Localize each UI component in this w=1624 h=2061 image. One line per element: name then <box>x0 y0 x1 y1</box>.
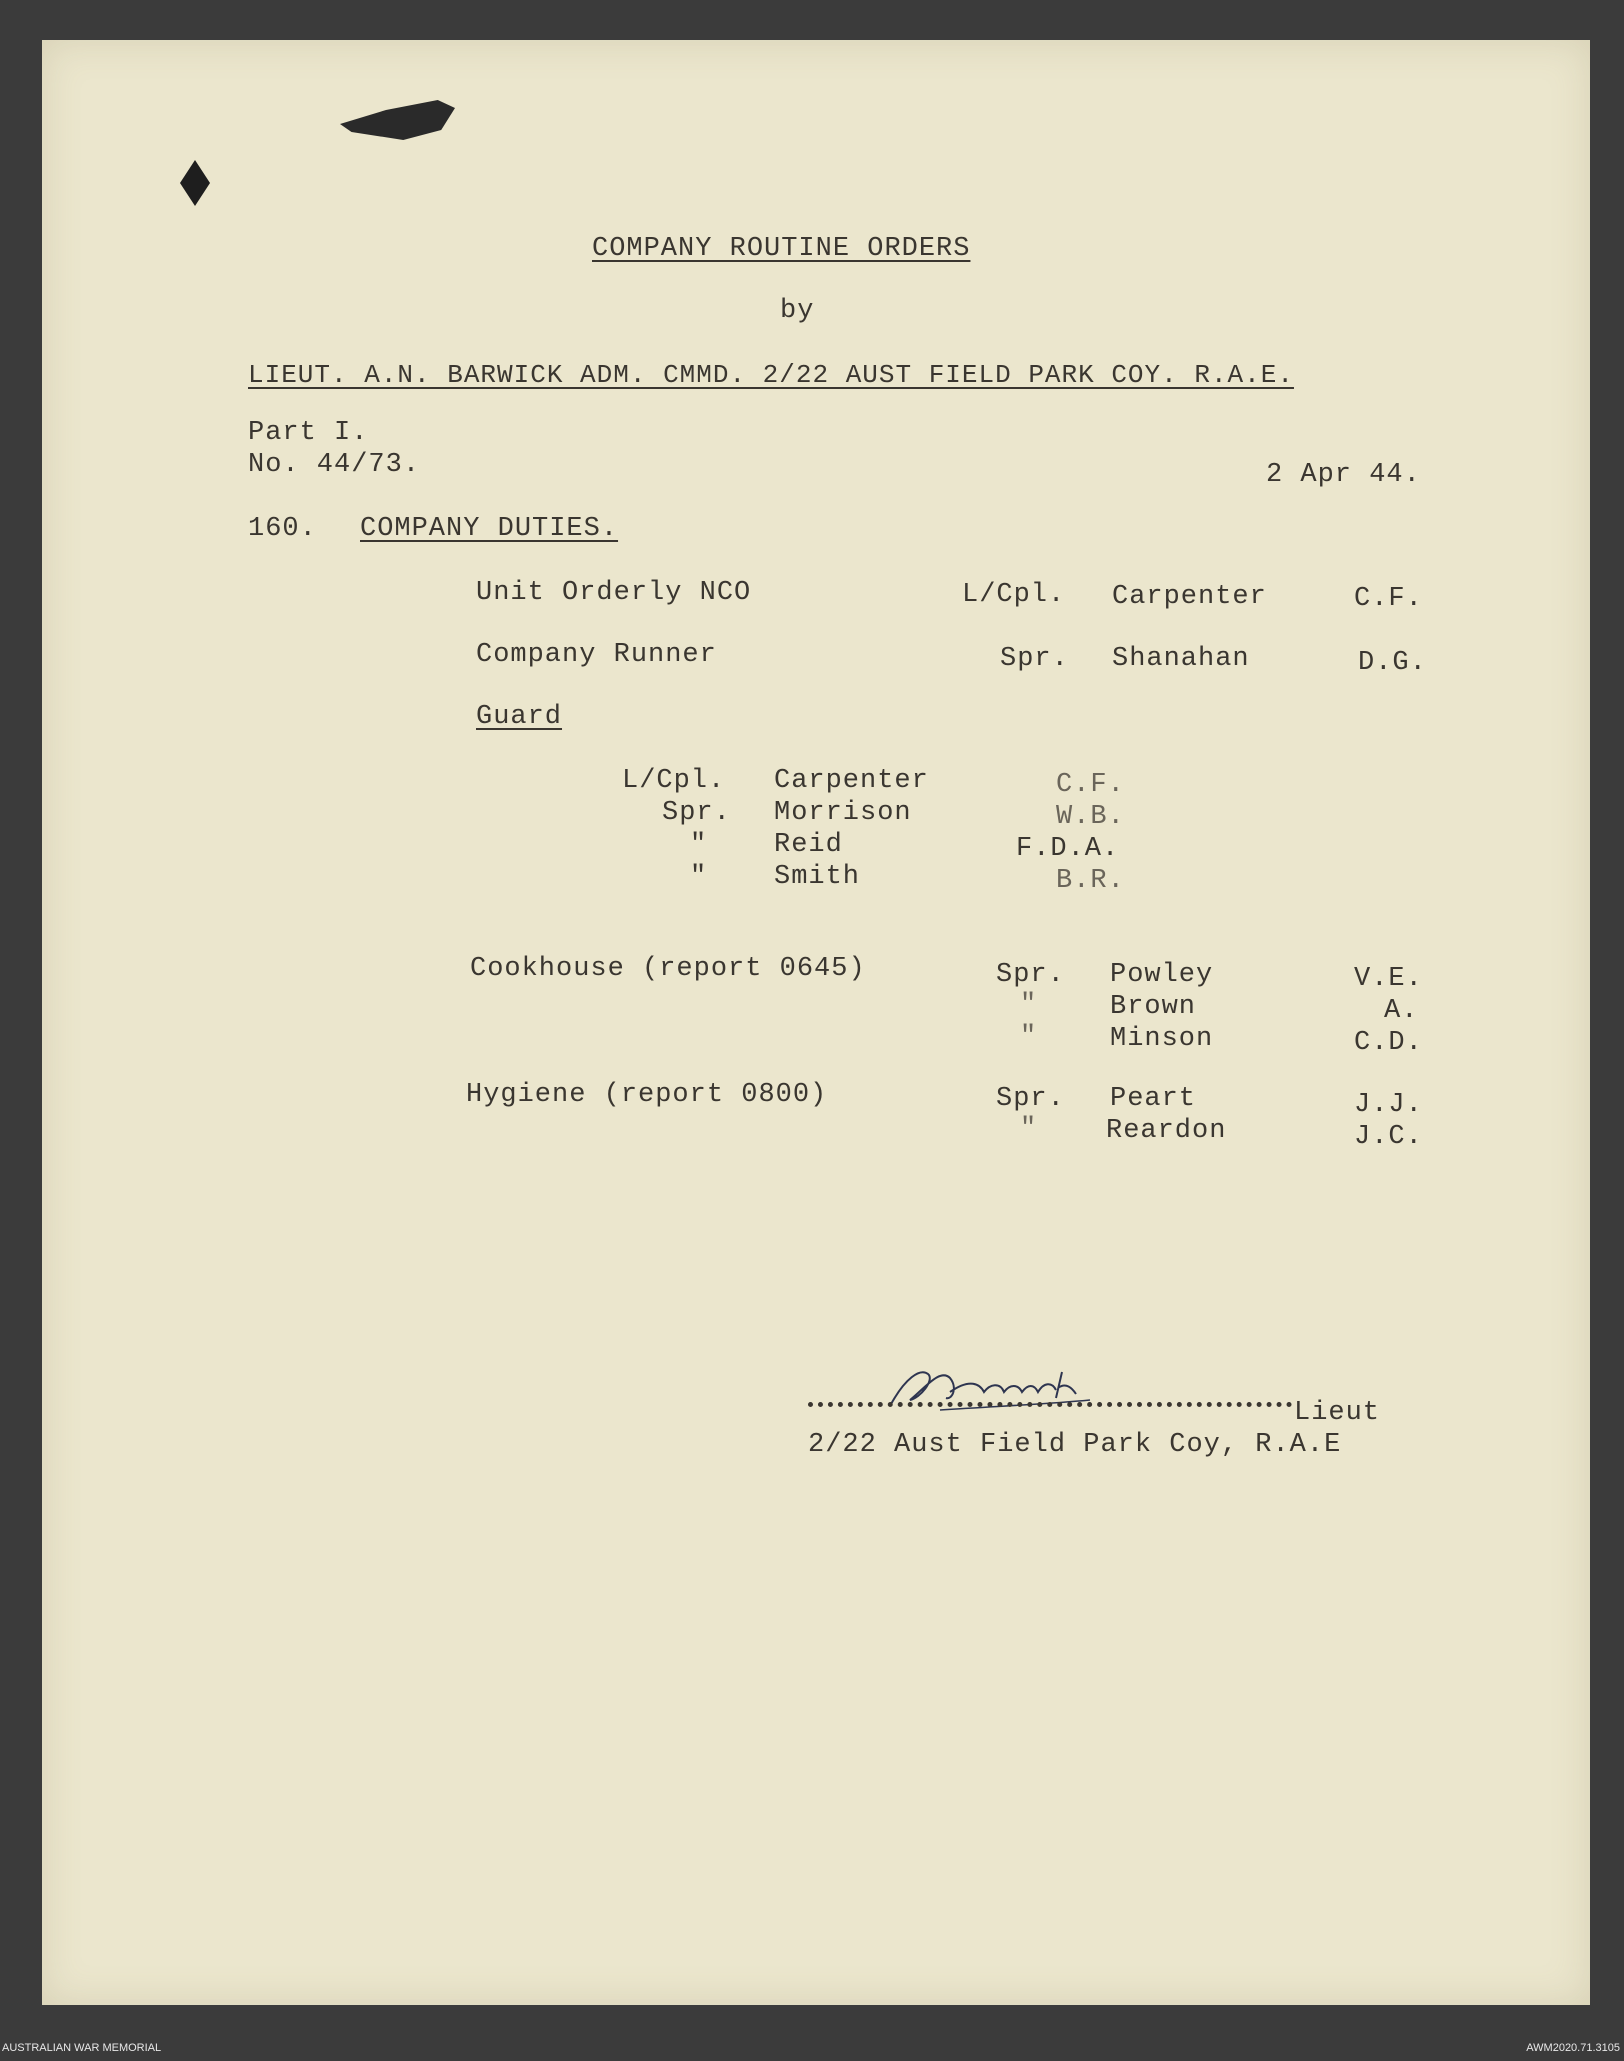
footer-institution: AUSTRALIAN WAR MEMORIAL <box>2 2042 162 2054</box>
duty-name: Shanahan <box>1112 644 1250 674</box>
duty-role: Unit Orderly NCO <box>476 578 752 608</box>
guard-rank: " <box>690 862 708 892</box>
guard-heading: Guard <box>476 702 563 732</box>
cookhouse-rank: " <box>1020 1022 1038 1052</box>
cookhouse-initials: V.E. <box>1354 964 1423 994</box>
hygiene-name: Reardon <box>1106 1116 1227 1146</box>
cookhouse-name: Powley <box>1110 960 1214 990</box>
part-label: Part I. <box>248 418 369 448</box>
order-date: 2 Apr 44. <box>1266 460 1421 490</box>
cookhouse-initials: A. <box>1384 996 1419 1026</box>
cookhouse-name: Minson <box>1110 1024 1214 1054</box>
section-number: 160. <box>248 514 317 544</box>
guard-name: Smith <box>774 862 861 892</box>
cookhouse-rank: " <box>1020 990 1038 1020</box>
hygiene-initials: J.C. <box>1354 1122 1423 1152</box>
guard-name: Carpenter <box>774 766 929 796</box>
guard-rank: Spr. <box>662 798 731 828</box>
guard-rank: " <box>690 830 708 860</box>
signatory-unit: 2/22 Aust Field Park Coy, R.A.E <box>808 1430 1342 1460</box>
guard-initials: F.D.A. <box>1016 834 1120 864</box>
cookhouse-rank: Spr. <box>996 960 1065 990</box>
by-line: by <box>780 296 815 326</box>
document-title: COMPANY ROUTINE ORDERS <box>592 234 971 264</box>
hygiene-initials: J.J. <box>1354 1090 1423 1120</box>
document-page <box>42 40 1590 2005</box>
signature-dotted-line <box>808 1402 1292 1407</box>
duty-rank: L/Cpl. <box>962 580 1066 610</box>
guard-rank: L/Cpl. <box>622 766 726 796</box>
guard-name: Morrison <box>774 798 912 828</box>
handwritten-signature <box>880 1348 1120 1420</box>
cookhouse-label: Cookhouse (report 0645) <box>470 954 866 984</box>
signatory-rank: Lieut <box>1294 1398 1381 1428</box>
duty-role: Company Runner <box>476 640 717 670</box>
hygiene-rank: " <box>1020 1114 1038 1144</box>
hygiene-name: Peart <box>1110 1084 1197 1114</box>
cookhouse-name: Brown <box>1110 992 1197 1022</box>
footer-reference: AWM2020.71.3105 <box>1526 2042 1620 2054</box>
section-title: COMPANY DUTIES. <box>360 514 619 544</box>
hygiene-label: Hygiene (report 0800) <box>466 1080 828 1110</box>
order-number: No. 44/73. <box>248 450 421 480</box>
guard-initials: W.B. <box>1056 802 1125 832</box>
duty-name: Carpenter <box>1112 582 1267 612</box>
duty-initials: D.G. <box>1358 648 1427 678</box>
hygiene-rank: Spr. <box>996 1084 1065 1114</box>
issuer-line: LIEUT. A.N. BARWICK ADM. CMMD. 2/22 AUST FIELD PARK COY. R.A.E. <box>248 360 1294 390</box>
guard-initials: C.F. <box>1056 770 1125 800</box>
guard-initials: B.R. <box>1056 866 1125 896</box>
guard-name: Reid <box>774 830 843 860</box>
duty-rank: Spr. <box>1000 644 1069 674</box>
duty-initials: C.F. <box>1354 584 1423 614</box>
cookhouse-initials: C.D. <box>1354 1028 1423 1058</box>
